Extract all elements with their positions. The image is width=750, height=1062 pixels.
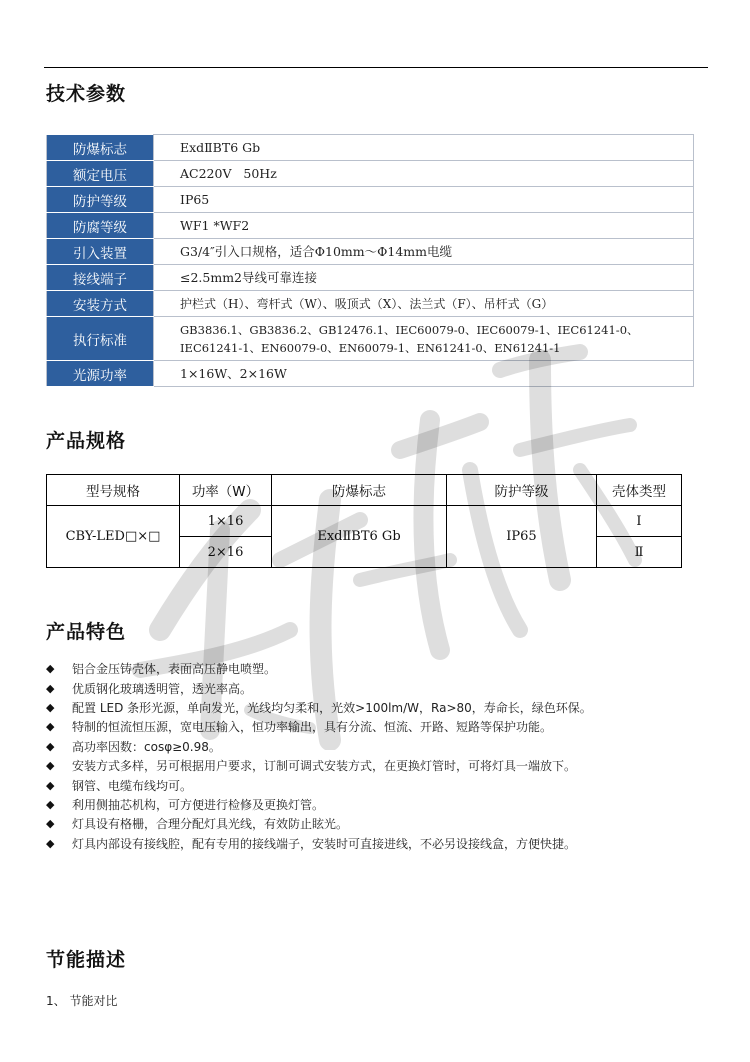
spec-header-cell: 壳体类型: [597, 475, 682, 506]
param-value: IP65: [154, 187, 694, 213]
param-row: [47, 291, 694, 317]
spec-header-cell: 防护等级: [447, 475, 597, 506]
param-row: [47, 265, 694, 291]
feature-text: 利用侧抽芯机构，可方便进行检修及更换灯管。: [72, 797, 325, 812]
list-item: [46, 659, 706, 678]
feature-text: 配置 LED 条形光源，单向发光，光线均匀柔和，光效>100lm/W，Ra>80，寿命长，绿色环保。: [72, 700, 592, 715]
feature-text: 特制的恒流恒压源，宽电压输入，恒功率输出，具有分流、恒流、开路、短路等保护功能。: [72, 720, 553, 735]
diamond-bullet-icon: ◆: [46, 778, 55, 792]
spec-shell-cell: Ⅱ: [597, 537, 682, 568]
diamond-bullet-icon: ◆: [46, 700, 55, 714]
param-label: 安装方式: [47, 291, 154, 317]
param-value: ≤2.5mm2导线可靠连接: [154, 265, 694, 291]
param-value: ExdⅡBT6 Gb: [154, 135, 694, 161]
energy-item: 1、 节能对比: [46, 994, 118, 1008]
spec-model-cell: CBY-LED□×□: [47, 506, 180, 568]
param-value: G3/4″引入口规格，适合Φ10mm～Φ14mm电缆: [154, 239, 694, 265]
param-label: 防腐等级: [47, 213, 154, 239]
diamond-bullet-icon: ◆: [46, 681, 55, 695]
product-spec-table: [46, 474, 682, 568]
param-value: WF1 *WF2: [154, 213, 694, 239]
param-label: 防护等级: [47, 187, 154, 213]
param-value: AC220V 50Hz: [154, 161, 694, 187]
spec-header-cell: 型号规格: [47, 475, 180, 506]
list-item: [46, 834, 706, 853]
diamond-bullet-icon: ◆: [46, 797, 55, 811]
feature-text: 优质钢化玻璃透明管，透光率高。: [72, 681, 253, 696]
diamond-bullet-icon: ◆: [46, 739, 55, 753]
top-rule: [44, 67, 708, 68]
param-label: 额定电压: [47, 161, 154, 187]
section-title-features: 产品特色: [46, 621, 127, 643]
param-label: 光源功率: [47, 361, 154, 387]
spec-power-cell: 1×16: [180, 506, 272, 537]
param-value-line: IEC61241-1、EN60079-0、EN60079-1、EN61241-0、EN61241-1: [180, 340, 561, 355]
list-item: [46, 717, 706, 736]
param-row: [47, 161, 694, 187]
spec-header-cell: 防爆标志: [272, 475, 447, 506]
param-value: [154, 317, 694, 361]
diamond-bullet-icon: ◆: [46, 817, 55, 831]
param-label: 执行标准: [47, 317, 154, 361]
feature-text: 灯具设有格栅，合理分配灯具光线，有效防止眩光。: [72, 817, 349, 832]
param-row: [47, 213, 694, 239]
feature-text: 钢管、电缆布线均可。: [72, 778, 193, 793]
param-row: [47, 239, 694, 265]
features-list: [46, 659, 706, 853]
spec-power-cell: 2×16: [180, 537, 272, 568]
diamond-bullet-icon: ◆: [46, 720, 55, 734]
feature-text: 铝合金压铸壳体，表面高压静电喷塑。: [72, 662, 277, 677]
spec-shell-cell: Ⅰ: [597, 506, 682, 537]
spec-ip-cell: IP65: [447, 506, 597, 568]
list-item: [46, 814, 706, 833]
spec-header-row: [47, 475, 682, 506]
spec-header-cell: 功率（W）: [180, 475, 272, 506]
param-value-line: GB3836.1、GB3836.2、GB12476.1、IEC60079-0、IEC60079-1、IEC61241-0、: [180, 322, 639, 337]
param-value: 1×16W、2×16W: [154, 361, 694, 387]
param-row: [47, 317, 694, 361]
section-title-product-spec: 产品规格: [46, 430, 127, 452]
feature-text: 高功率因数：cosφ≥0.98。: [72, 739, 221, 754]
param-row: [47, 361, 694, 387]
spec-ex-mark-cell: ExdⅡBT6 Gb: [272, 506, 447, 568]
param-label: 防爆标志: [47, 135, 154, 161]
param-row: [47, 187, 694, 213]
param-row: [47, 135, 694, 161]
list-item: [46, 737, 706, 756]
tech-params-table: [46, 134, 694, 387]
list-item: [46, 775, 706, 794]
diamond-bullet-icon: ◆: [46, 759, 55, 773]
list-item: [46, 698, 706, 717]
section-title-tech-params: 技术参数: [46, 83, 127, 105]
param-label: 引入装置: [47, 239, 154, 265]
param-label: 接线端子: [47, 265, 154, 291]
section-title-energy: 节能描述: [46, 949, 127, 971]
diamond-bullet-icon: ◆: [46, 662, 55, 676]
feature-text: 安装方式多样，另可根据用户要求，订制可调式安装方式，在更换灯管时，可将灯具一端放下。: [72, 759, 577, 774]
list-item: [46, 678, 706, 697]
list-item: [46, 795, 706, 814]
list-item: [46, 756, 706, 775]
diamond-bullet-icon: ◆: [46, 836, 55, 850]
feature-text: 灯具内部设有接线腔，配有专用的接线端子，安装时可直接进线，不必另设接线盒，方便快捷。: [72, 836, 577, 851]
param-value: 护栏式（H）、弯杆式（W）、吸顶式（X）、法兰式（F）、吊杆式（G）: [154, 291, 694, 317]
spec-row: [47, 506, 682, 537]
